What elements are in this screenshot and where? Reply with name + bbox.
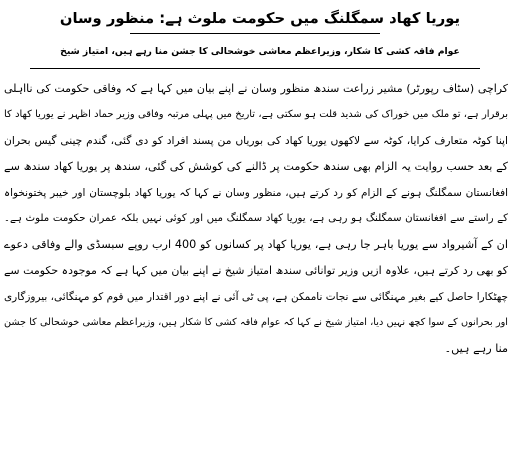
- article-subheadline: عوام فاقہ کشی کا شکار، وزیراعظم معاشی خوشحالی کا جشن منا رہے ہیں، امتیاز شیخ: [60, 46, 460, 57]
- body-line: کے راستے سے افغانستان سمگلنگ ہو رہی ہے، یوریا کھاد سمگلنگ میں اور کوئی نہیں بلکہ عمران حکومت ملوث ہے۔: [4, 213, 508, 224]
- body-line: اپنا کوٹہ متعارف کرایا، کوٹہ سے لاکھوں یوریا کھاد کی بوریاں من پسند افراد کو دی گئی، گندم چینی گیس بحران: [4, 134, 508, 147]
- body-line: منا رہے ہیں۔: [444, 342, 508, 355]
- article-body: [4, 76, 508, 468]
- subheadline-divider: [30, 68, 480, 69]
- body-line: برقرار ہے، تو ملک میں خوراک کی شدید قلت ہو سکتی ہے، تاریخ میں پہلی مرتبہ وفاقی وزیر حماد اظہر نے یوریا کھاد کا: [4, 109, 508, 120]
- article-headline: یوریا کھاد سمگلنگ میں حکومت ملوث ہے: منظور وسان: [60, 10, 460, 27]
- headline-divider: [130, 33, 380, 34]
- body-line: افغانستان سمگلنگ ہونے کے الزام کو رد کرتے ہیں، منظور وسان نے کہا کہ یوریا کھاد بلوچستان اور خیبر پختونخواہ: [4, 187, 508, 199]
- body-line: کے بعد حسب روایت یہ الزام بھی سندھ حکومت پر ڈالنے کی کوشش کی گئی، سندھ پر یوریا کھاد سندھ سے: [4, 160, 508, 173]
- body-line: کو بھی رد کرتے ہیں، علاوہ ازیں وزیر توانائی سندھ امتیاز شیخ نے اپنے بیان میں کہا ہے کہ موجودہ حکومت سے: [4, 264, 508, 277]
- body-line: اور بحرانوں کے سوا کچھ نہیں دیا، امتیاز شیخ نے کہا کہ عوام فاقہ کشی کا شکار ہیں، وزیراعظم معاشی خوشحالی کا جشن: [4, 317, 508, 328]
- body-line: چھٹکارا حاصل کیے بغیر مہنگائی سے نجات ناممکن ہے، پی ٹی آئی نے اپنے دور اقتدار میں قوم کو مہنگائی، بیروزگاری: [4, 291, 508, 303]
- body-line: ان کے آشیرواد سے یوریا باہر جا رہی ہے، یوریا کھاد پر کسانوں کو 400 ارب روپے سبسڈی والے وفاقی دعوے: [4, 238, 508, 251]
- body-line: کراچی (سٹاف رپورٹر) مشیر زراعت سندھ منظور وسان نے اپنے بیان میں کہا ہے کہ وفاقی حکومت کی نااہلی: [4, 82, 508, 95]
